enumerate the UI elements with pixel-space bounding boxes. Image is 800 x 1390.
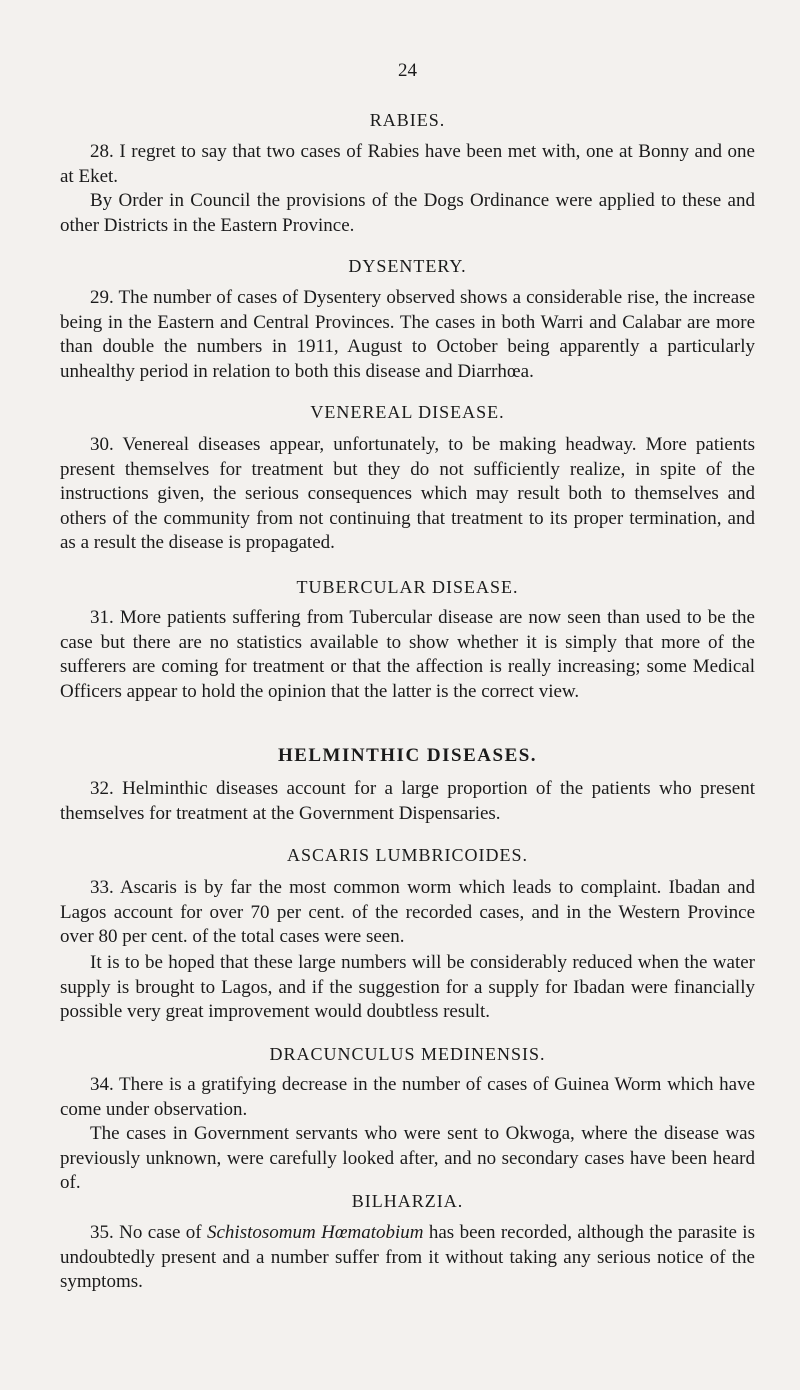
page-number: 24 [398,60,417,81]
heading-dracunculus-medinensis: DRACUNCULUS MEDINENSIS. [269,1044,546,1064]
heading-venereal-disease: VENEREAL DISEASE. [310,402,505,422]
heading-rabies: RABIES. [369,110,446,130]
heading-ascaris-lumbricoides: ASCARIS LUMBRICOIDES. [286,845,529,865]
heading-dysentery: DYSENTERY. [348,256,467,276]
heading-helminthic-diseases: HELMINTHIC DISEASES. [277,745,538,766]
paragraph-30: 30. Venereal diseases appear, unfortunately, to be making headway. More patients present themselves for treatment but they do not sufficiently realize, in spite of the instructions given, the serious consequences which may result both to themselves and others of the community from not continuing that treatment to its proper termination, and as a result the disease is propagated. [60,434,755,553]
paragraph-35-rest: has been recorded, although the parasite is undoubtedly present and a number suffer from it without taking any serious notice of the symptoms. [60,1222,755,1292]
paragraph-33: 33. Ascaris is by far the most common worm which leads to complaint. Ibadan and Lagos account for over 70 per cent. of the recorded cases, and in the Western Province over 80 per cent. of the total cases were seen. [60,877,755,947]
paragraph-34-okwoga: The cases in Government servants who were sent to Okwoga, where the disease was previously unknown, were carefully looked after, and no secondary cases have been heard of. [60,1123,755,1193]
paragraph-31: 31. More patients suffering from Tubercular disease are now seen than used to be the case but there are no statistics available to show whether it is simply that more of the sufferers are coming for treatment or that the affection is really increasing; some Medical Officers appear to hold the opinion that the latter is the correct view. [60,607,755,702]
paragraph-29: 29. The number of cases of Dysentery observed shows a considerable rise, the increase being in the Eastern and Central Provinces. The cases in both Warri and Calabar are more than double the numbers in 1911, August to October being apparently a particularly unhealthy period in relation to both this disease and Diarrhœa. [60,287,755,382]
paragraph-34: 34. There is a gratifying decrease in the number of cases of Guinea Worm which have come under observation. [60,1074,755,1120]
species-name: Schistosomum Hœmatobium [207,1222,424,1243]
paragraph-33-water-supply: It is to be hoped that these large numbers will be considerably reduced when the water supply is brought to Lagos, and if the suggestion for a supply for Ibadan were financially possible very great improvement would doubtless result. [60,952,755,1022]
paragraph-35 [60,1221,755,1295]
paragraph-28: 28. I regret to say that two cases of Rabies have been met with, one at Bonny and one at Eket. [60,141,755,187]
paragraph-28-order: By Order in Council the provisions of the Dogs Ordinance were applied to these and other Districts in the Eastern Province. [60,190,755,236]
heading-tubercular-disease: TUBERCULAR DISEASE. [296,577,519,597]
heading-bilharzia: BILHARZIA. [351,1191,464,1211]
paragraph-32: 32. Helminthic diseases account for a large proportion of the patients who present themselves for treatment at the Government Dispensaries. [60,778,755,824]
paragraph-35-intro: 35. No case of [90,1222,207,1243]
